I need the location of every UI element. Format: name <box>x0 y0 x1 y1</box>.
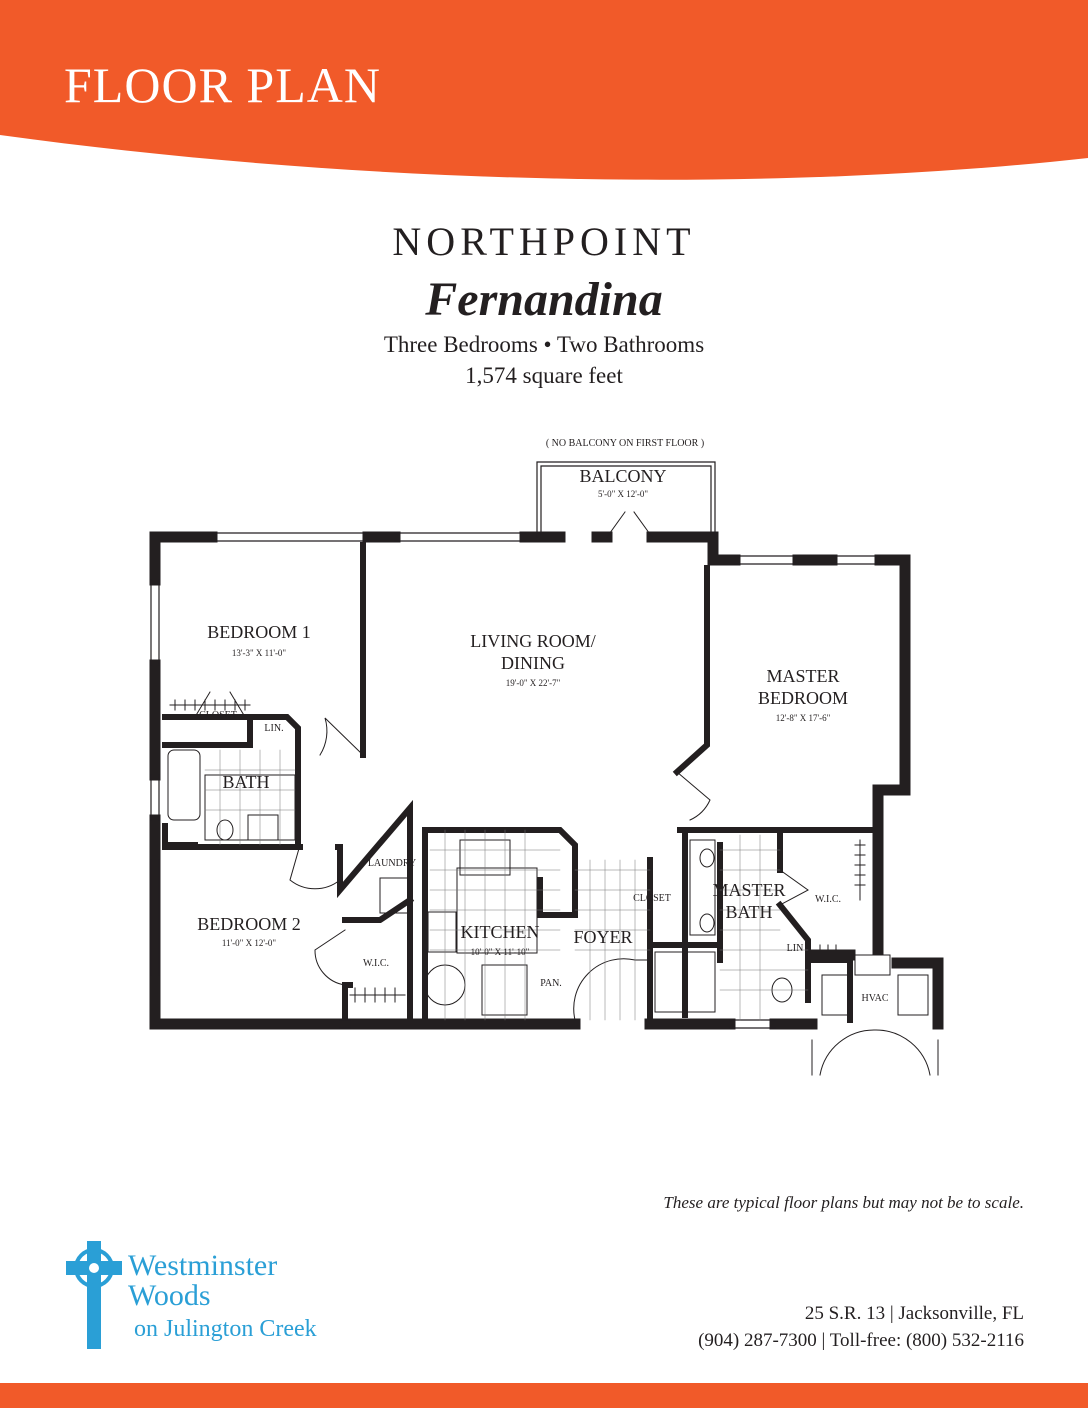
laundry-label: LAUNDRY <box>367 858 417 869</box>
master-bedroom-dims: 12'-8" X 17'-6" <box>775 713 831 723</box>
logo-line1: Westminster <box>128 1249 278 1282</box>
bath-label: BATH <box>222 772 270 792</box>
logo-line2: Woods <box>128 1279 211 1312</box>
square-footage: 1,574 square feet <box>465 363 623 388</box>
bedroom2-dims: 11'-0" X 12'-0" <box>221 938 277 948</box>
bedroom2-label: BEDROOM 2 <box>197 914 301 934</box>
closet-label: CLOSET <box>199 710 237 721</box>
bedroom1-dims: 13'-3" X 11'-0" <box>231 648 287 658</box>
community-name: NORTHPOINT <box>392 219 696 264</box>
master-wic-label: W.I.C. <box>814 894 842 905</box>
living-dims: 19'-0" X 22'-7" <box>505 678 561 688</box>
master-bath-label-line2: BATH <box>725 902 773 922</box>
balcony-label: BALCONY <box>579 466 667 486</box>
address-line: 25 S.R. 13 | Jacksonville, FL <box>804 1303 1024 1324</box>
balcony-note: ( NO BALCONY ON FIRST FLOOR ) <box>545 438 705 449</box>
living-label-line2: DINING <box>501 653 565 673</box>
pantry-label: PAN. <box>540 978 562 989</box>
master-linen-label: LIN <box>786 943 804 954</box>
header-title: FLOOR PLAN <box>64 57 381 113</box>
living-label-line1: LIVING ROOM/ <box>470 631 596 651</box>
kitchen-dims: 10'-0" X 11'-10" <box>470 947 530 957</box>
master-bedroom-label-line2: BEDROOM <box>757 688 849 708</box>
footer-band <box>0 1383 1088 1408</box>
hvac-label: HVAC <box>861 993 889 1004</box>
celtic-cross-icon <box>66 1241 122 1349</box>
balcony-dims: 5'-0" X 12'-0" <box>597 489 649 499</box>
westminster-woods-logo <box>62 1235 342 1355</box>
foyer-label: FOYER <box>573 927 633 947</box>
disclaimer: These are typical floor plans but may not be to scale. <box>663 1193 1024 1212</box>
address-block <box>698 1300 1024 1354</box>
linen-label: LIN. <box>264 723 284 734</box>
bedroom1-label: BEDROOM 1 <box>207 622 311 642</box>
wic-label: W.I.C. <box>362 958 390 969</box>
master-bedroom-label-line1: MASTER <box>766 666 840 686</box>
floor-plan-diagram <box>0 420 1088 1100</box>
rooms-summary: Three Bedrooms • Two Bathrooms <box>383 332 705 357</box>
kitchen-label: KITCHEN <box>460 922 540 942</box>
model-name: Fernandina <box>425 273 663 326</box>
foyer-closet-label: CLOSET <box>633 893 671 904</box>
logo-line3: on Julington Creek <box>134 1316 317 1342</box>
master-bath-label-line1: MASTER <box>712 880 786 900</box>
phone-line: (904) 287-7300 | Toll-free: (800) 532-2116 <box>698 1330 1024 1351</box>
